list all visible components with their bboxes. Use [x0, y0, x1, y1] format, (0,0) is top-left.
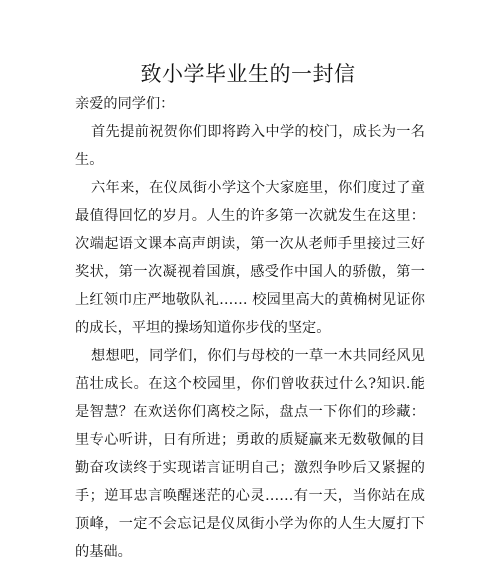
body-line-12: 里专心听讲，日有所进；勇敢的质疑赢来无数敬佩的目: [75, 432, 425, 448]
body-line-8: 的成长，平坦的操场知道你步伐的坚定。: [75, 320, 331, 336]
body-line-2: 生。: [75, 152, 104, 168]
body-line-4: 最值得回忆的岁月。人生的许多第一次就发生在这里：: [75, 208, 425, 224]
body-line-3: 六年来，在仪凤街小学这个大家庭里，你们度过了童: [91, 180, 425, 196]
body-line-9: 想想吧，同学们，你们与母校的一草一木共同经风见: [91, 348, 425, 364]
body-line-16: 的基础。: [75, 544, 132, 560]
body-line-1: 首先提前祝贺你们即将跨入中学的校门，成长为一名: [91, 124, 425, 140]
letter-greeting: 亲爱的同学们：: [75, 96, 175, 112]
body-line-10: 茁壮成长。在这个校园里，你们曾收获过什么?知识.能: [75, 376, 425, 392]
body-line-6: 奖状，第一次凝视着国旗，感受作中国人的骄傲，第一: [75, 264, 425, 280]
letter-title: 致小学毕业生的一封信: [140, 62, 356, 86]
body-line-14: 手；逆耳忠言唤醒迷茫的心灵……有一天，当你站在成: [75, 488, 425, 504]
body-line-13: 勤奋攻读终于实现诺言证明自己；激烈争吵后又紧握的: [75, 460, 425, 476]
body-line-11: 是智慧？在欢送你们离校之际，盘点一下你们的珍藏：: [75, 404, 425, 420]
body-line-5: 次端起语文课本高声朗读，第一次从老师手里接过三好: [75, 236, 425, 252]
body-line-7: 上红领巾庄严地敬队礼…… 校园里高大的黄桷树见证你: [75, 292, 425, 308]
body-line-15: 顶峰，一定不会忘记是仪凤街小学为你的人生大厦打下: [75, 516, 425, 532]
